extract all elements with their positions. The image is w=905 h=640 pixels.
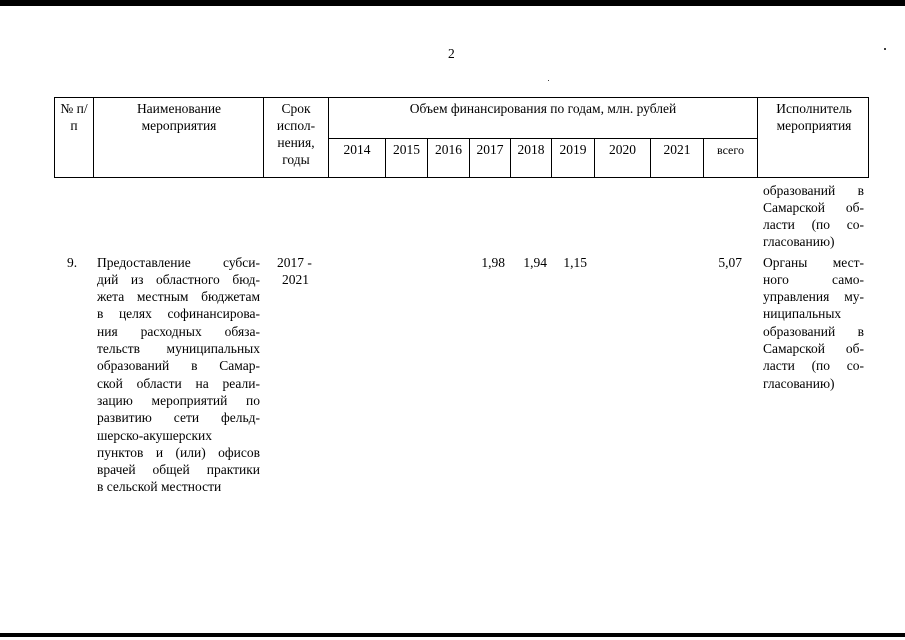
header-year-2021: 2021 — [663, 142, 691, 157]
header-year-2018: 2018 — [517, 142, 545, 157]
header-year-total: всего — [716, 143, 745, 157]
page-number: 2 — [448, 46, 455, 61]
executor-line: ласти (по со- — [763, 217, 864, 232]
value-2017: 1,98 — [481, 255, 505, 270]
header-name: Наименование мероприятия — [136, 101, 222, 133]
executor-line: Органы мест- — [763, 255, 864, 270]
name-line: шерско-акушерских — [97, 428, 213, 443]
executor-line: ласти (по со- — [763, 358, 864, 373]
header-year-2015: 2015 — [393, 142, 420, 157]
header-funding: Объем финансирования по годам, млн. рублей — [409, 101, 677, 116]
header-year-2014: 2014 — [343, 142, 371, 157]
page-top-border — [0, 0, 905, 6]
name-line: жета местным бюджетам — [97, 289, 260, 304]
name-line: зацию мероприятий по — [97, 393, 260, 408]
name-line: врачей общей практики — [97, 462, 260, 477]
executor-line: Самарской об- — [763, 341, 864, 356]
scan-speck — [884, 48, 886, 50]
header-year-2019: 2019 — [559, 142, 587, 157]
name-line: в целях софинансирова- — [97, 306, 260, 321]
name-line: развитию сети фельд- — [97, 410, 260, 425]
header-year-2020: 2020 — [609, 142, 636, 157]
name-line: пунктов и (или) офисов — [97, 445, 260, 460]
name-line: ской области на реали- — [97, 376, 260, 391]
name-line: образований в Самар- — [97, 358, 260, 373]
executor-line: управления му- — [763, 289, 864, 304]
header-term: Срок испол-нения, годы — [276, 101, 316, 167]
value-2019: 1,15 — [563, 255, 587, 270]
executor-line: образований в — [763, 324, 864, 339]
executor-line: ного само- — [763, 272, 864, 287]
executor-line: ниципальных — [763, 306, 842, 321]
name-line: тельств муниципальных — [97, 341, 260, 356]
executor-line: Самарской об- — [763, 200, 864, 215]
header-executor: Исполнитель мероприятия — [776, 101, 852, 133]
name-line: в сельской местности — [97, 479, 222, 494]
name-line: Предоставление субси- — [97, 255, 260, 270]
header-year-2016: 2016 — [435, 142, 462, 157]
executor-line: гласованию) — [763, 376, 835, 391]
scan-speck — [548, 80, 549, 81]
name-line: дий из областного бюд- — [97, 272, 260, 287]
executor-line: гласованию) — [763, 234, 835, 249]
term-line: 2017 - — [277, 255, 312, 270]
value-total: 5,07 — [718, 255, 742, 270]
name-line: ния расходных обяза- — [97, 324, 260, 339]
value-2018: 1,94 — [523, 255, 547, 270]
executor-line: образований в — [763, 183, 864, 198]
header-year-2017: 2017 — [476, 142, 504, 157]
header-num: № п/п — [60, 101, 88, 133]
term-line: 2021 — [282, 272, 309, 287]
page-bottom-border — [0, 633, 905, 637]
row-number: 9. — [67, 255, 78, 270]
